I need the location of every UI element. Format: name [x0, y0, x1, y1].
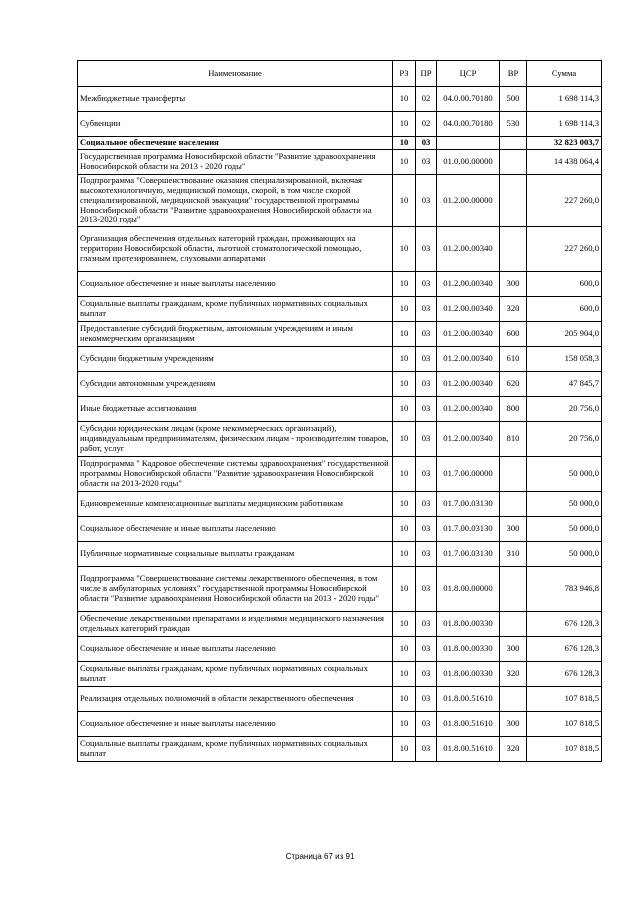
table-row [78, 372, 602, 397]
cell-pr: 03 [416, 322, 437, 347]
cell-sum: 47 845,7 [527, 372, 602, 397]
table-row [78, 712, 602, 737]
cell-sum: 676 128,3 [527, 612, 602, 637]
cell-vr: 300 [500, 712, 527, 737]
cell-name: Подпрограмма "Совершенствование системы лекарственного обеспечения, в том числе в амбулаторных условиях" государственной программы Новосибирской области "Развитие здравоохранения Новосибирской области на 2013 - 2020 годы" [78, 567, 393, 612]
cell-rz: 10 [393, 687, 416, 712]
table-row [78, 662, 602, 687]
cell-csr: 01.7.00.03130 [437, 517, 500, 542]
table-row [78, 174, 602, 226]
cell-pr: 03 [416, 662, 437, 687]
cell-csr [437, 137, 500, 150]
cell-csr: 01.2.00.00340 [437, 347, 500, 372]
cell-csr: 01.2.00.00340 [437, 297, 500, 322]
cell-name: Государственная программа Новосибирской области "Развитие здравоохранения Новосибирской области на 2013 - 2020 годы" [78, 149, 393, 174]
table-row [78, 492, 602, 517]
cell-csr: 01.2.00.00340 [437, 397, 500, 422]
cell-pr: 02 [416, 87, 437, 112]
cell-rz: 10 [393, 662, 416, 687]
cell-vr [500, 492, 527, 517]
cell-csr: 01.2.00.00340 [437, 422, 500, 457]
cell-rz: 10 [393, 149, 416, 174]
cell-pr: 03 [416, 272, 437, 297]
cell-rz: 10 [393, 517, 416, 542]
cell-name: Социальное обеспечение населения [78, 137, 393, 150]
cell-csr: 01.7.00.00000 [437, 457, 500, 492]
cell-rz: 10 [393, 457, 416, 492]
cell-sum: 14 438 064,4 [527, 149, 602, 174]
cell-pr: 03 [416, 297, 437, 322]
cell-sum: 1 698 114,3 [527, 112, 602, 137]
cell-name: Социальное обеспечение и иные выплаты населению [78, 712, 393, 737]
cell-csr: 01.8.00.00330 [437, 637, 500, 662]
cell-sum: 676 128,3 [527, 662, 602, 687]
cell-vr [500, 137, 527, 150]
cell-name: Субсидии юридическим лицам (кроме некоммерческих организаций), индивидуальным предпринимателям, физическим лицам - производителям товаров, работ, услуг [78, 422, 393, 457]
cell-pr: 03 [416, 372, 437, 397]
cell-rz: 10 [393, 347, 416, 372]
cell-name: Субвенции [78, 112, 393, 137]
table-row [78, 397, 602, 422]
cell-pr: 03 [416, 492, 437, 517]
cell-pr: 03 [416, 347, 437, 372]
table-row [78, 517, 602, 542]
cell-rz: 10 [393, 637, 416, 662]
cell-rz: 10 [393, 174, 416, 226]
cell-csr: 01.8.00.51610 [437, 737, 500, 762]
cell-rz: 10 [393, 567, 416, 612]
cell-rz: 10 [393, 542, 416, 567]
cell-csr: 01.8.00.00000 [437, 567, 500, 612]
cell-vr: 800 [500, 397, 527, 422]
cell-name: Субсидии бюджетным учреждениям [78, 347, 393, 372]
cell-pr: 03 [416, 637, 437, 662]
cell-vr [500, 567, 527, 612]
cell-rz: 10 [393, 492, 416, 517]
header-name: Наименование [78, 61, 393, 87]
cell-pr: 02 [416, 112, 437, 137]
cell-vr [500, 149, 527, 174]
cell-name: Социальное обеспечение и иные выплаты населению [78, 637, 393, 662]
cell-sum: 32 823 003,7 [527, 137, 602, 150]
cell-sum: 107 818,5 [527, 687, 602, 712]
cell-pr: 03 [416, 422, 437, 457]
cell-rz: 10 [393, 612, 416, 637]
cell-name: Реализация отдельных полномочий в области лекарственного обеспечения [78, 687, 393, 712]
table-row [78, 87, 602, 112]
cell-pr: 03 [416, 712, 437, 737]
cell-rz: 10 [393, 272, 416, 297]
cell-sum: 50 000,0 [527, 457, 602, 492]
cell-name: Социальные выплаты гражданам, кроме публичных нормативных социальных выплат [78, 297, 393, 322]
cell-vr [500, 174, 527, 226]
page-number: Страница 67 из 91 [285, 852, 355, 861]
cell-vr [500, 227, 527, 272]
cell-name: Межбюджетные трансферты [78, 87, 393, 112]
cell-name: Подпрограмма "Совершенствование оказания специализированной, включая высокотехнологичную, медицинской помощи, скорой, в том числе скорой специализированной, медицинской эвакуации" государственной программы Новосибирской области "Развитие здравоохранения Новосибирской области на 2013-2020 годы" [78, 174, 393, 226]
cell-sum: 227 260,0 [527, 227, 602, 272]
table-row [78, 567, 602, 612]
cell-name: Подпрограмма " Кадровое обеспечение системы здравоохранения" государственной программы Новосибирской области "Развитие здравоохранения Новосибирской области на 2013-2020 годы" [78, 457, 393, 492]
table-header-row [78, 61, 602, 87]
cell-csr: 01.2.00.00340 [437, 272, 500, 297]
cell-csr: 04.0.00.70180 [437, 87, 500, 112]
cell-pr: 03 [416, 517, 437, 542]
cell-pr: 03 [416, 174, 437, 226]
cell-vr: 300 [500, 637, 527, 662]
header-vr: ВР [500, 61, 527, 87]
table-row [78, 612, 602, 637]
cell-csr: 01.2.00.00000 [437, 174, 500, 226]
cell-pr: 03 [416, 137, 437, 150]
budget-table [77, 60, 602, 762]
cell-sum: 600,0 [527, 272, 602, 297]
cell-rz: 10 [393, 322, 416, 347]
cell-vr: 320 [500, 662, 527, 687]
cell-pr: 03 [416, 612, 437, 637]
table-row [78, 347, 602, 372]
header-csr: ЦСР [437, 61, 500, 87]
cell-name: Публичные нормативные социальные выплаты гражданам [78, 542, 393, 567]
cell-name: Социальные выплаты гражданам, кроме публичных нормативных социальных выплат [78, 737, 393, 762]
table-row [78, 137, 602, 150]
header-sum: Сумма [527, 61, 602, 87]
table-row [78, 322, 602, 347]
cell-sum: 20 756,0 [527, 397, 602, 422]
cell-csr: 01.2.00.00340 [437, 322, 500, 347]
cell-vr: 810 [500, 422, 527, 457]
cell-pr: 03 [416, 542, 437, 567]
cell-sum: 600,0 [527, 297, 602, 322]
cell-csr: 01.7.00.03130 [437, 492, 500, 517]
cell-sum: 227 260,0 [527, 174, 602, 226]
cell-name: Социальное обеспечение и иные выплаты населению [78, 517, 393, 542]
cell-sum: 783 946,8 [527, 567, 602, 612]
cell-pr: 03 [416, 397, 437, 422]
cell-csr: 01.8.00.00330 [437, 662, 500, 687]
cell-name: Социальное обеспечение и иные выплаты населению [78, 272, 393, 297]
cell-csr: 01.2.00.00340 [437, 227, 500, 272]
cell-sum: 20 756,0 [527, 422, 602, 457]
cell-csr: 01.8.00.51610 [437, 687, 500, 712]
cell-rz: 10 [393, 397, 416, 422]
cell-vr: 300 [500, 517, 527, 542]
cell-vr [500, 687, 527, 712]
table-row [78, 149, 602, 174]
table-row [78, 637, 602, 662]
cell-pr: 03 [416, 457, 437, 492]
cell-vr: 310 [500, 542, 527, 567]
cell-sum: 1 698 114,3 [527, 87, 602, 112]
cell-csr: 01.8.00.51610 [437, 712, 500, 737]
cell-sum: 50 000,0 [527, 517, 602, 542]
cell-vr: 300 [500, 272, 527, 297]
cell-csr: 01.2.00.00340 [437, 372, 500, 397]
cell-rz: 10 [393, 372, 416, 397]
header-rz: РЗ [393, 61, 416, 87]
table-row [78, 687, 602, 712]
cell-rz: 10 [393, 137, 416, 150]
cell-name: Субсидии автономным учреждениям [78, 372, 393, 397]
cell-sum: 50 000,0 [527, 542, 602, 567]
cell-rz: 10 [393, 227, 416, 272]
cell-pr: 03 [416, 737, 437, 762]
table-row [78, 737, 602, 762]
cell-rz: 10 [393, 422, 416, 457]
cell-rz: 10 [393, 712, 416, 737]
table-row [78, 457, 602, 492]
cell-sum: 158 058,3 [527, 347, 602, 372]
cell-vr: 600 [500, 322, 527, 347]
cell-vr: 320 [500, 737, 527, 762]
cell-name: Единовременные компенсационные выплаты медицинским работникам [78, 492, 393, 517]
header-pr: ПР [416, 61, 437, 87]
cell-pr: 03 [416, 149, 437, 174]
cell-sum: 205 904,0 [527, 322, 602, 347]
cell-rz: 10 [393, 297, 416, 322]
table-row [78, 422, 602, 457]
cell-name: Социальные выплаты гражданам, кроме публичных нормативных социальных выплат [78, 662, 393, 687]
table-row [78, 112, 602, 137]
cell-csr: 01.7.00.03130 [437, 542, 500, 567]
cell-vr [500, 457, 527, 492]
cell-pr: 03 [416, 687, 437, 712]
table-row [78, 272, 602, 297]
cell-csr: 04.0.00.70180 [437, 112, 500, 137]
cell-sum: 107 818,5 [527, 737, 602, 762]
cell-sum: 676 128,3 [527, 637, 602, 662]
cell-csr: 01.8.00.00330 [437, 612, 500, 637]
cell-rz: 10 [393, 112, 416, 137]
cell-vr: 320 [500, 297, 527, 322]
table-row [78, 297, 602, 322]
cell-pr: 03 [416, 567, 437, 612]
cell-pr: 03 [416, 227, 437, 272]
table-row [78, 542, 602, 567]
cell-name: Иные бюджетные ассигнования [78, 397, 393, 422]
cell-rz: 10 [393, 737, 416, 762]
cell-vr: 530 [500, 112, 527, 137]
cell-sum: 50 000,0 [527, 492, 602, 517]
cell-sum: 107 818,5 [527, 712, 602, 737]
cell-name: Организация обеспечения отдельных категорий граждан, проживающих на территории Новосибирской области, льготной стоматологической помощью, глазным протезированием, слуховыми аппаратами [78, 227, 393, 272]
cell-csr: 01.0.00.00000 [437, 149, 500, 174]
cell-vr: 620 [500, 372, 527, 397]
table-row [78, 227, 602, 272]
cell-name: Обеспечение лекарственными препаратами и изделиями медицинского назначения отдельных категорий граждан [78, 612, 393, 637]
cell-vr [500, 612, 527, 637]
cell-rz: 10 [393, 87, 416, 112]
cell-name: Предоставление субсидий бюджетным, автономным учреждениям и иным некоммерческим организациям [78, 322, 393, 347]
cell-vr: 500 [500, 87, 527, 112]
cell-vr: 610 [500, 347, 527, 372]
